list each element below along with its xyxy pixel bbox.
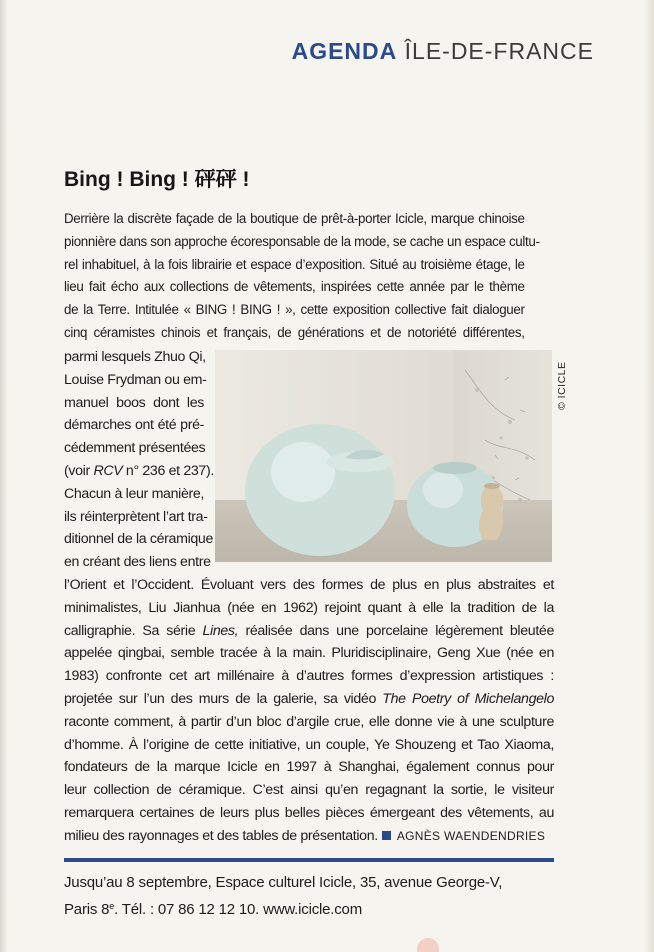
info-phone-web: . Tél. : 07 86 12 12 10. www.icicle.com bbox=[114, 900, 362, 918]
text-line: minimalistes, Liu Jianhua (née en 1962) rejoint quant à elle la tradition de la bbox=[64, 599, 554, 616]
text-line: Derrière la discrète façade de la boutique de prêt-à-porter Icicle, marque chinoise bbox=[64, 211, 525, 227]
text-line: ditionnel de la céramique bbox=[64, 531, 213, 548]
text-line: manuel boos dont les bbox=[64, 394, 204, 411]
text-line: raconte comment, à partir d’un bloc d’argile crue, elle donne vie à une sculpture bbox=[64, 713, 554, 730]
text-line bbox=[64, 620, 554, 643]
series-suffix: réalisée dans une porcelaine légèrement bleutée bbox=[238, 622, 554, 639]
text-line: Chacun à leur manière, bbox=[64, 485, 204, 502]
text-line: de la Terre. Intitulée « BING ! BING ! », cette exposition collective fait dialoguer bbox=[64, 302, 525, 319]
photo-vases-illustration bbox=[215, 350, 552, 562]
info-line-dates: Jusqu’au 8 septembre, Espace culturel Icicle, 35, avenue George-V, bbox=[64, 874, 503, 891]
article-continuation bbox=[64, 574, 554, 848]
text-line: l’Orient et l’Occident. Évoluant vers des formes de plus en plus abstraites et bbox=[64, 577, 554, 593]
text-line: ils réinterprètent l’art tra- bbox=[64, 508, 208, 525]
video-title: The Poetry of Michelangelo bbox=[382, 690, 554, 707]
article-author: AGNÈS WAENDENDRIES bbox=[396, 828, 546, 843]
next-page-bleed bbox=[417, 938, 439, 952]
text-line: leur collection de céramique. C’est ainsi qu’en regagnant la sortie, le visiteur bbox=[64, 782, 554, 799]
text-line: cinq céramistes chinois et français, de générations et de notoriété différentes, bbox=[64, 324, 525, 341]
text-line: parmi lesquels Zhuo Qi, bbox=[64, 349, 206, 365]
ceramics-photo bbox=[215, 350, 552, 562]
closing-text: milieu des rayonnages et des tables de présentation. bbox=[64, 827, 378, 844]
section-header bbox=[292, 38, 594, 65]
info-city: Paris 8 bbox=[64, 900, 110, 918]
series-prefix: calligraphie. Sa série bbox=[64, 622, 203, 639]
article-intro bbox=[64, 208, 540, 345]
text-line: appelée qingbai, semble tracée à la main. Pluridisciplinaire, Geng Xue (née en bbox=[64, 645, 554, 662]
photo-credit: © ICICLE bbox=[556, 361, 568, 410]
text-line bbox=[64, 825, 554, 848]
text-line: Louise Frydman ou em- bbox=[64, 371, 207, 388]
info-line-contact bbox=[64, 895, 564, 922]
region-label: ÎLE-DE-FRANCE bbox=[404, 38, 594, 64]
text-line: pionnière dans son approche écoresponsable de la mode, se cache un espace cultu- bbox=[64, 233, 540, 250]
text-line bbox=[64, 460, 214, 483]
text-line: fondateurs de la marque Icicle en 1997 à Shanghai, également connus pour bbox=[64, 759, 554, 776]
info-divider bbox=[64, 858, 554, 862]
text-line: 1983) confronte cet art millénaire à d’autres formes d’expression artistiques : bbox=[64, 668, 554, 685]
text-line: d’homme. À l’origine de cette initiative, un couple, Ye Shouzeng et Tao Xiaoma, bbox=[64, 736, 554, 753]
section-label: AGENDA bbox=[291, 38, 398, 64]
text-line: remarquera certaines de leurs plus belles pièces émergeant des vêtements, au bbox=[64, 804, 554, 821]
ref-prefix: (voir bbox=[64, 462, 94, 479]
practical-info bbox=[64, 872, 564, 921]
text-line bbox=[64, 688, 554, 711]
ref-journal: RCV bbox=[93, 462, 123, 479]
info-arrondissement-sup: e bbox=[109, 900, 115, 911]
video-prefix: projetée sur l’un des murs de la galerie, sa vidéo bbox=[64, 690, 383, 707]
text-line: lieu fait écho aux collections de vêtements, inspirées cette année par le thème bbox=[64, 279, 525, 296]
page-shadow-right bbox=[644, 0, 654, 952]
article-title: Bing ! Bing ! 砰砰 ! bbox=[64, 168, 250, 191]
text-line: démarches ont été pré- bbox=[64, 417, 204, 434]
author-square-icon bbox=[382, 831, 391, 840]
text-line: cédemment présentées bbox=[64, 440, 206, 457]
ref-suffix: n° 236 et 237). bbox=[122, 462, 214, 479]
text-line: en créant des liens entre bbox=[64, 554, 211, 571]
page-shadow-left bbox=[0, 0, 8, 952]
article-wrap-column bbox=[64, 346, 214, 574]
series-name: Lines, bbox=[202, 622, 239, 639]
text-line: rel inhabituel, à la fois librairie et espace d’exposition. Situé au troisième étage, le bbox=[64, 256, 525, 273]
